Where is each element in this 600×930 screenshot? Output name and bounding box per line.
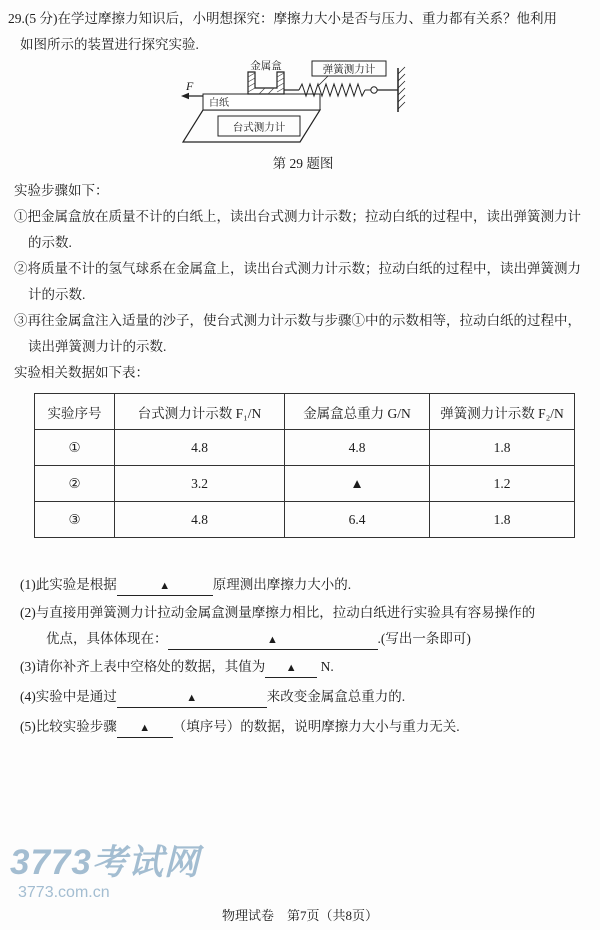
step-1: ①把金属盒放在质量不计的白纸上，读出台式测力计示数；拉动白纸的过程中，读出弹簧测力计的示数. [14,209,581,250]
q4-text-post: 来改变金属盒总重力的. [266,689,406,704]
question-2 [20,600,592,652]
step-3: ③再往金属盒注入适量的沙子，使台式测力计示数与步骤①中的示数相等，拉动白纸的过程中，读出弹簧测力计的示数. [14,313,581,354]
sub-questions [8,570,592,742]
q1-text: (1)此实验是根据 [20,577,117,592]
table-intro: 实验相关数据如下表： [14,365,149,380]
table-header-row [35,394,575,430]
figure-caption: 第 29 题图 [272,156,334,171]
q2-line1: (2)与直接用弹簧测力计拉动金属盒测量摩擦力相比，拉动白纸进行实验具有容易操作的 [20,605,536,620]
step-2: ②将质量不计的氢气球系在金属盒上，读出台式测力计示数；拉动白纸的过程中，读出弹簧测力计的示数. [14,261,581,302]
q2-text-post: .(写出一条即可) [377,631,471,646]
metal-box [248,60,284,94]
q4-answer-blank: ▲ [117,690,267,708]
cell-g-blank-triangle: ▲ [285,466,430,502]
cell-f1: 3.2 [115,466,285,502]
cell-trial: ③ [35,502,115,538]
table-row [35,430,575,466]
col-header-platform-reading: 台式测力计示数 F₁/N [115,394,285,430]
question-1 [20,570,592,600]
watermark-site-url: 3773.com.cn [18,884,110,901]
cell-g: 4.8 [285,430,430,466]
hook-ring-icon [371,87,377,93]
arrowhead-left-icon [181,93,189,99]
experiment-data-table [34,393,575,538]
cell-trial: ② [35,466,115,502]
col-header-total-weight: 金属盒总重力 G/N [285,394,430,430]
wall [398,67,405,112]
metal-box-label: 金属盒 [250,61,282,72]
spring-scale-label: 弹簧测力计 [322,64,376,76]
q1-answer-blank: ▲ [117,578,213,596]
table-row [35,502,575,538]
platform-scale [183,110,320,142]
q5-text-post: （填序号）的数据，说明摩擦力大小与重力无关. [172,719,460,734]
cell-trial: ① [35,430,115,466]
experiment-diagram [178,60,428,148]
cell-f2: 1.8 [430,430,575,466]
question-4 [20,682,592,712]
q2-answer-blank: ▲ [168,632,378,650]
site-watermark [10,843,200,903]
cell-f2: 1.2 [430,466,575,502]
platform-scale-label: 台式测力计 [232,122,286,134]
wall-hatching [398,67,405,109]
col-header-trial: 实验序号 [35,394,115,430]
cell-f1: 4.8 [115,502,285,538]
question-intro-line1: 29.(5 分)在学过摩擦力知识后，小明想探究：摩擦力大小是否与压力、重力都有关系？他利用 [8,11,557,26]
cell-g: 6.4 [285,502,430,538]
white-paper [203,94,320,110]
page-footer: 物理试卷 第7页（共8页） [221,908,378,923]
q1-text-post: 原理测出摩擦力大小的. [212,577,352,592]
question-intro-line2: 如图所示的装置进行探究实验. [20,37,199,52]
q2-text: 优点，具体体现在： [46,631,168,646]
question-5 [20,712,592,742]
cell-f2: 1.8 [430,502,575,538]
q3-text-post: N. [317,659,334,674]
q3-text: (3)请你补齐上表中空格处的数据，其值为 [20,659,266,674]
q4-text: (4)实验中是通过 [20,689,117,704]
watermark-site-name: 3773考试网 [10,843,200,882]
table-row [35,466,575,502]
experiment-figure [178,60,428,174]
col-header-spring-reading: 弹簧测力计示数 F₂/N [430,394,575,430]
cell-f1: 4.8 [115,430,285,466]
white-paper-label: 白纸 [209,98,229,109]
spring-scale [284,61,398,96]
q3-answer-blank: ▲ [265,660,317,678]
q5-text: (5)比较实验步骤 [20,719,117,734]
force-arrow [181,79,203,99]
question-3 [20,652,592,682]
force-label: F [186,79,194,93]
steps-title: 实验步骤如下： [14,183,109,198]
q5-answer-blank: ▲ [117,720,173,738]
